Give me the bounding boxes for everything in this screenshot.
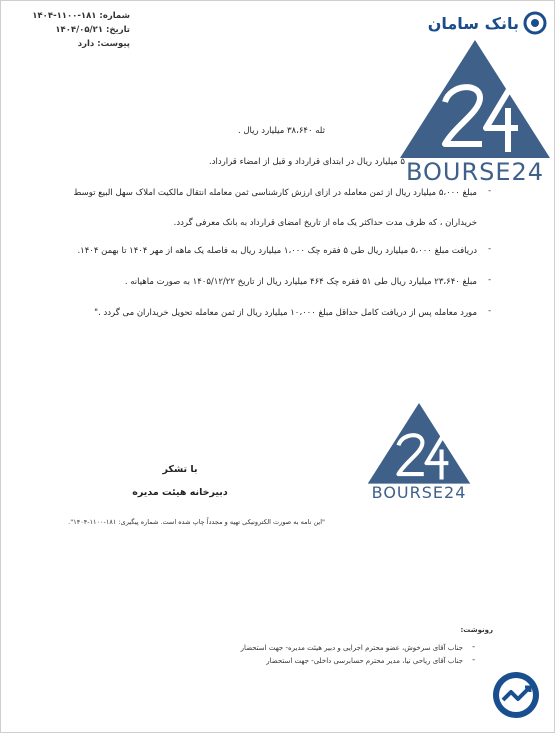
bourse24-triangle-small-icon [366, 403, 472, 485]
cc-heading: رونوشت: [460, 626, 493, 634]
bullet-3: - [488, 275, 492, 285]
bank-logo [404, 8, 549, 38]
bank-emblem-icon [523, 11, 547, 35]
bank-logo-text: بانک سامان [427, 14, 519, 33]
letter-number: شماره: ۱۸۱-۱۱۰۰-۱۴۰۴ [32, 11, 130, 21]
bourse24-watermark-small [366, 403, 472, 503]
body-line-4: خریداران ، که ظرف مدت حداکثر یک ماه از تاریخ امضای قرارداد به بانک معرفی گردد. [173, 218, 477, 228]
signature-thanks: با تشکر [162, 464, 198, 475]
body-line-3: مبلغ ۵،۰۰۰ میلیارد ریال از ثمن معامله در ازای ارزش کارشناسی ثمن معامله انتقال مالکیت املاک سهل البیع توسط [73, 188, 477, 198]
bourse24-watermark-text: BOURSE24 [405, 158, 545, 186]
cc-bullet-2: - [472, 655, 476, 665]
bullet-4: - [488, 306, 492, 316]
body-line-5: دریافت مبلغ ۵،۰۰۰ میلیارد ریال طی ۵ فقره چک ۱،۰۰۰ میلیارد ریال به فاصله یک ماهه از مهر ۱۴۰۴ تا بهمن ۱۴۰۴. [77, 246, 477, 256]
cc-item-2: جناب آقای ریاحی نیا، مدیر محترم حسابرسی داخلی- جهت استحضار [266, 657, 463, 665]
bourse24-watermark-small-text: BOURSE24 [371, 483, 467, 502]
bourse24-watermark-large [400, 40, 550, 185]
cc-item-1: جناب آقای سرخوش، عضو محترم اجرایی و دبیر هیئت مدیره- جهت استحضار [240, 644, 463, 652]
letter-date: تاریخ: ۱۴۰۴/۰۵/۲۱ [55, 25, 130, 35]
body-line-7: مورد معامله پس از دریافت کامل حداقل مبلغ ۱۰،۰۰۰ میلیارد ریال از ثمن معامله تحویل خریداران می گردد ." [94, 308, 477, 318]
body-line-1: ثله ۳۸،۶۴۰ میلیارد ریال . [237, 126, 325, 136]
footnote: "این نامه به صورت الکترونیکی تهیه و مجدداً چاپ شده است. شماره پیگیری: ۱۸۱-۱۱۰۰-۱۴۰۴". [68, 518, 325, 526]
signature-title: دبیرخانه هیئت مدیره [132, 487, 228, 498]
bourse24-triangle-icon [400, 40, 550, 160]
bullet-2: - [488, 244, 492, 254]
body-line-2: ۵ میلیارد ریال در ابتدای قرارداد و قبل از امضاء قرارداد. [209, 157, 405, 167]
letter-attachment: پیوست: دارد [77, 39, 130, 49]
cc-bullet-1: - [472, 642, 476, 652]
body-line-6: مبلغ ۲۳،۶۴۰ میلیارد ریال طی ۵۱ فقره چک ۴۶۴ میلیارد ریال از تاریخ ۱۴۰۵/۱۲/۲۲ به صورت ماهیانه . [124, 277, 477, 287]
bullet-1: - [488, 186, 492, 196]
round-emblem-icon [491, 670, 541, 720]
